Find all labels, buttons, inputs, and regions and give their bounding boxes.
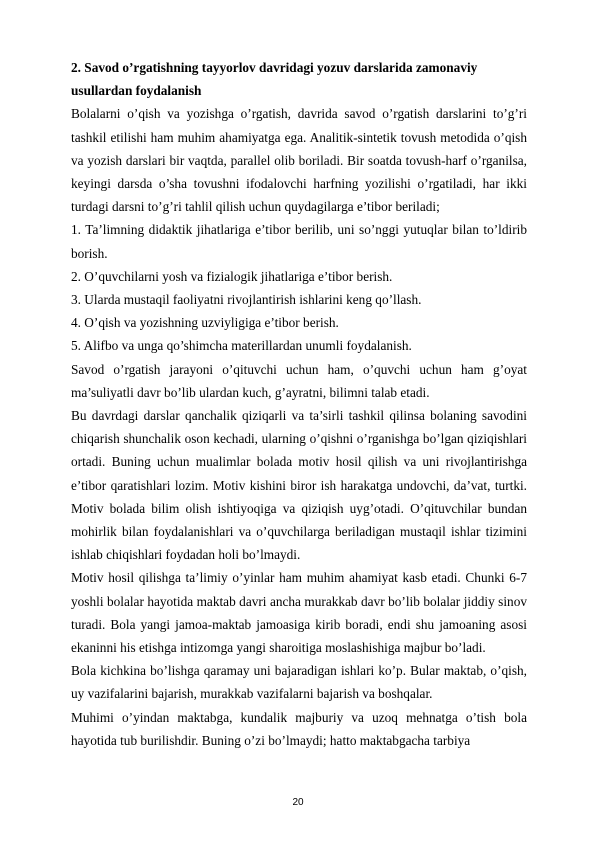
- body-paragraph: Bola kichkina bo’lishga qaramay uni bajaradigan ishlari ko’p. Bular maktab, o’qish, uy vazifalarini bajarish, murakkab vazifalarni bajarish va boshqalar.: [71, 663, 527, 702]
- page-content: [71, 56, 527, 752]
- list-item: 2. O’quvchilarni yosh va fizialogik jihatlariga e’tibor berish.: [71, 268, 393, 284]
- section-heading: 2. Savod o’rgatishning tayyorlov davridagi yozuv darslarida zamonaviy usullardan foydalanish: [71, 60, 478, 99]
- body-paragraph: Muhimi o’yindan maktabga, kundalik majburiy va uzoq mehnatga o’tish bola hayotida tub burilishdir. Buning o’zi bo’lmaydi; hatto maktabgacha tarbiya: [71, 709, 527, 748]
- body-paragraph: Bu davrdagi darslar qanchalik qiziqarli va ta’sirli tashkil qilinsa bolaning savodini chiqarish shunchalik oson kechadi, ularning o’qishni o’rganishga bo’lgan qiziqishlari ortadi. Buning uchun mualimlar bolada motiv hosil qilish va uni rivojlantirishga e’tibor qaratishlari lozim. Motiv kishini biror ish harakatga undovchi, da’vat, turtki. Motiv bolada bilim olish ishtiyoqiga va qiziqish uyg’otadi. O’qituvchilar bundan mohirlik bilan foydalanishlari va o’quvchilarga beriladigan mustaqil ishlar tizimini ishlab chiqishlari foydadan holi bo’lmaydi.: [71, 408, 527, 563]
- list-item: 3. Ularda mustaqil faoliyatni rivojlantirish ishlarini keng qo’llash.: [71, 292, 422, 308]
- list-item: 4. O’qish va yozishning uzviyligiga e’tibor berish.: [71, 315, 339, 331]
- body-paragraph: Savod o’rgatish jarayoni o’qituvchi uchun ham, o’quvchi uchun ham g’oyat ma’suliyatli davr bo’lib ulardan kuch, g’ayratni, bilimni talab etadi.: [71, 361, 527, 400]
- page-number: 20: [292, 797, 304, 808]
- intro-paragraph: Bolalarni o’qish va yozishga o’rgatish, davrida savod o’rgatish darslarini to’g’ri tashkil etilishi ham muhim ahamiyatga ega. Analitik-sintetik tovush metodida o’qish va yozish darslari bir vaqtda, parallel olib boriladi. Bir soatda tovush-harf o’rganilsa, keyingi darsda o’sha tovushni ifodalovchi harfning yozilishi o’rgatiladi, har ikki turdagi darsni to’g’ri tahlil qilish uchun quydagilarga e’tibor beriladi;: [71, 106, 527, 215]
- list-item: 1. Ta’limning didaktik jihatlariga e’tibor berilib, uni so’nggi yutuqlar bilan to’ldirib borish.: [71, 222, 527, 261]
- body-paragraph: Motiv hosil qilishga ta’limiy o’yinlar ham muhim ahamiyat kasb etadi. Chunki 6-7 yoshli bolalar hayotida maktab davri ancha murakkab davr bo’lib bolalar jiddiy sinov turadi. Bola yangi jamoa-maktab jamoasiga kirib boradi, endi shu jamoaning asosi ekaninni his etishga intizomga yangi sharoitiga moslashishiga majbur bo’ladi.: [71, 570, 527, 656]
- list-item: 5. Alifbo va unga qo’shimcha materillardan unumli foydalanish.: [71, 338, 412, 354]
